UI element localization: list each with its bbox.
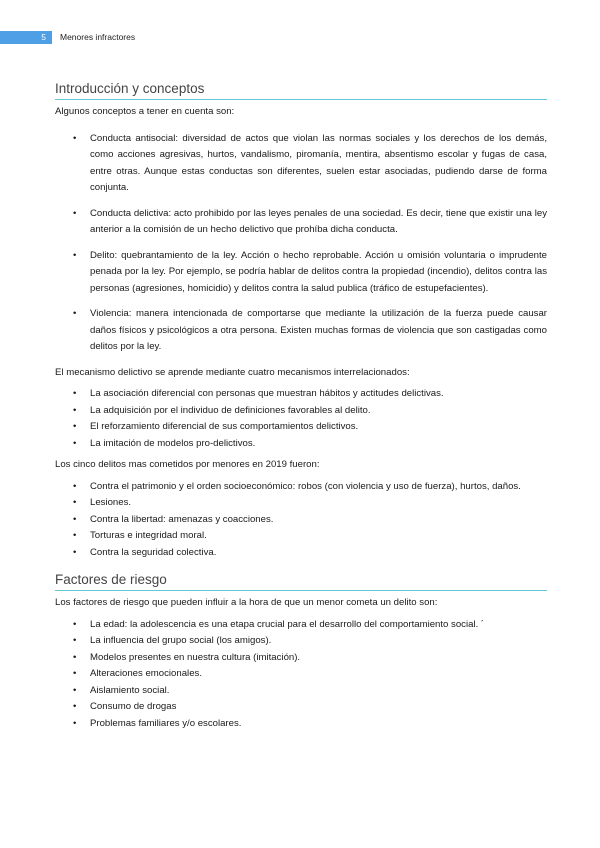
list-item: • Alteraciones emocionales. bbox=[55, 666, 547, 683]
list-item: • La influencia del grupo social (los amigos). bbox=[55, 633, 547, 650]
document-body bbox=[55, 80, 547, 737]
list-item: • Conducta delictiva: acto prohibido por las leyes penales de una sociedad. Es decir, tiene que existir una ley anterior a la comisión de un hecho delictivo que prohíba dicha conducta. bbox=[55, 206, 547, 239]
section-heading-factores: Factores de riesgo bbox=[55, 571, 547, 591]
factors-intro: Los factores de riesgo que pueden influir a la hora de que un menor cometa un delito son: bbox=[55, 597, 438, 608]
list-item: • El reforzamiento diferencial de sus comportamientos delictivos. bbox=[55, 419, 547, 436]
list-item: • La edad: la adolescencia es una etapa crucial para el desarrollo del comportamiento social. ´ bbox=[55, 617, 547, 634]
list-item: • La adquisición por el individuo de definiciones favorables al delito. bbox=[55, 403, 547, 420]
list-item: • Contra la libertad: amenazas y coacciones. bbox=[55, 512, 547, 529]
mechanism-intro: El mecanismo delictivo se aprende mediante cuatro mecanismos interrelacionados: bbox=[55, 366, 410, 378]
list-item: • Problemas familiares y/o escolares. bbox=[55, 716, 547, 733]
list-item: • Contra el patrimonio y el orden socioeconómico: robos (con violencia y uso de fuerza), hurtos, daños. bbox=[55, 479, 547, 496]
list-item: • Aislamiento social. bbox=[55, 683, 547, 700]
concepts-intro: Algunos conceptos a tener en cuenta son: bbox=[55, 106, 235, 117]
list-item: • La imitación de modelos pro-delictivos. bbox=[55, 436, 547, 453]
section-risk-factors bbox=[55, 571, 547, 732]
running-title: Menores infractores bbox=[60, 32, 136, 42]
page-header bbox=[0, 31, 600, 44]
mechanisms-list bbox=[55, 386, 547, 452]
list-item: • Torturas e integridad moral. bbox=[55, 528, 547, 545]
list-item: • La asociación diferencial con personas que muestran hábitos y actitudes delictivas. bbox=[55, 386, 547, 403]
list-item: • Conducta antisocial: diversidad de actos que violan las normas sociales y los derechos de los demás, como acciones agresivas, hurtos, vandalismo, piromanía, mentira, absentismo escolar y fugas de casa, entre otras. Aunque estas conductas son diferentes, suelen estar asociadas, pudiendo darse de forma conjunta. bbox=[55, 131, 547, 197]
list-item: • Violencia: manera intencionada de comportarse que mediante la utilización de la fuerza puede causar daños físicos y psicológicos a otra persona. Existen muchas formas de violencia que son castigadas como delitos por la ley. bbox=[55, 306, 547, 356]
crimes-list bbox=[55, 479, 547, 562]
list-item: • Consumo de drogas bbox=[55, 699, 547, 716]
list-item: • Lesiones. bbox=[55, 495, 547, 512]
list-item: • Modelos presentes en nuestra cultura (imitación). bbox=[55, 650, 547, 667]
concepts-list bbox=[55, 131, 547, 356]
list-item: • Contra la seguridad colectiva. bbox=[55, 545, 547, 562]
factors-list bbox=[55, 617, 547, 733]
crimes-intro: Los cinco delitos mas cometidos por menores en 2019 fueron: bbox=[55, 459, 320, 470]
list-item: • Delito: quebrantamiento de la ley. Acción o hecho reprobable. Acción u omisión voluntaria o imprudente penada por la ley. Por ejemplo, se podría hablar de delitos contra la propiedad (incendio), delitos contra las personas (agresiones, homicidio) y delitos contra la salud publica (tráfico de estupefacientes). bbox=[55, 248, 547, 298]
section-heading-introduccion: Introducción y conceptos bbox=[55, 80, 547, 100]
page-number: 5 bbox=[0, 31, 52, 44]
